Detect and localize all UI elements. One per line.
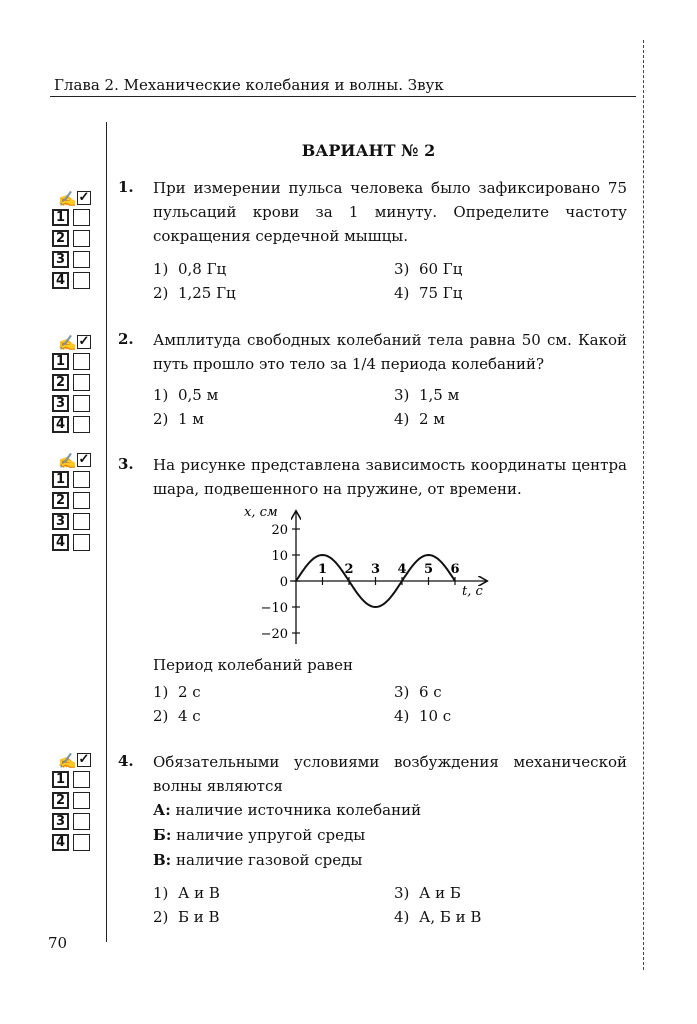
y-tick-label: 0: [279, 575, 288, 590]
answer-number-box: 1: [52, 771, 69, 788]
answer-option: 1) 2 с: [153, 683, 201, 701]
page-number: 70: [48, 934, 68, 952]
answer-option: 4) 2 м: [394, 410, 445, 428]
answer-checkbox[interactable]: [73, 813, 90, 830]
question-text: На рисунке представлена зависимость координаты центра шара, подвешенного на пружине, от времени.: [153, 456, 627, 498]
answer-number-box: 2: [52, 492, 69, 509]
answer-checkbox[interactable]: [73, 471, 90, 488]
answer-number-box: 3: [52, 251, 69, 268]
answer-number-box: 2: [52, 374, 69, 391]
coordinate-time-graph: [230, 500, 500, 650]
condition-item: А: наличие источника колебаний: [153, 801, 422, 819]
answer-checkbox[interactable]: [73, 209, 90, 226]
y-tick-label: 10: [271, 549, 288, 564]
answer-number-box: 1: [52, 471, 69, 488]
checkbox-icon: ✓: [78, 190, 90, 205]
answer-checkbox[interactable]: [73, 272, 90, 289]
answer-number-box: 2: [52, 230, 69, 247]
answer-number-box: 3: [52, 513, 69, 530]
answer-number-box: 4: [52, 534, 69, 551]
variant-title: ВАРИАНТ № 2: [301, 141, 436, 160]
y-tick-label: −20: [260, 627, 288, 642]
answer-number-box: 3: [52, 395, 69, 412]
question-number: 1.: [118, 178, 134, 196]
answer-checkbox[interactable]: [73, 513, 90, 530]
answer-checkbox[interactable]: [73, 416, 90, 433]
cut-line: [643, 40, 644, 970]
question-text: Обязательными условиями возбуждения механической волны являются: [153, 753, 627, 795]
answer-checkbox[interactable]: [73, 792, 90, 809]
answer-checkbox[interactable]: [73, 230, 90, 247]
answer-boxes-q2: [52, 334, 98, 436]
question-number: 4.: [118, 752, 134, 770]
question-text: При измерении пульса человека было зафиксировано 75 пульсаций крови за 1 минуту. Определите частоту сокращения сердечной мышцы.: [153, 179, 627, 245]
question-subprompt: Период колебаний равен: [153, 656, 354, 674]
answer-number-box: 4: [52, 834, 69, 851]
condition-item: В: наличие газовой среды: [153, 851, 363, 869]
y-axis-label: x, см: [244, 505, 278, 520]
x-tick-label: 6: [450, 562, 460, 577]
answer-option: 3) 60 Гц: [394, 260, 463, 278]
pencil-icon: ✍: [58, 752, 77, 770]
checkbox-icon: ✓: [78, 334, 90, 349]
header-rule: [50, 96, 636, 97]
pencil-icon: ✍: [58, 452, 77, 470]
pencil-icon: ✍: [58, 190, 77, 208]
y-tick-label: 20: [271, 523, 288, 538]
x-tick-label: 3: [370, 562, 381, 577]
answer-option: 2) Б и В: [153, 908, 220, 926]
answer-boxes-q4: [52, 752, 98, 854]
checkbox-icon: ✓: [78, 452, 90, 467]
x-tick-label: 1: [317, 562, 328, 577]
condition-item: Б: наличие упругой среды: [153, 826, 366, 844]
answer-number-box: 1: [52, 353, 69, 370]
answer-option: 2) 4 с: [153, 707, 201, 725]
answer-number-box: 4: [52, 416, 69, 433]
answer-checkbox[interactable]: [73, 251, 90, 268]
x-tick-label: 5: [423, 562, 434, 577]
answer-option: 3) 6 с: [394, 683, 442, 701]
question-number: 2.: [118, 330, 134, 348]
answer-checkbox[interactable]: [73, 534, 90, 551]
answer-number-box: 1: [52, 209, 69, 226]
answer-option: 4) 10 с: [394, 707, 452, 725]
answer-checkbox[interactable]: [73, 492, 90, 509]
answer-checkbox[interactable]: [73, 834, 90, 851]
answer-checkbox[interactable]: [73, 374, 90, 391]
answer-option: 4) 75 Гц: [394, 284, 463, 302]
question-text: Амплитуда свободных колебаний тела равна 50 см. Какой путь прошло это тело за 1/4 периода колебаний?: [153, 331, 627, 373]
x-axis-label: t, с: [462, 584, 483, 599]
answer-option: 2) 1 м: [153, 410, 204, 428]
answer-number-box: 4: [52, 272, 69, 289]
pencil-icon: ✍: [58, 334, 77, 352]
margin-rule: [106, 122, 107, 942]
answer-checkbox[interactable]: [73, 771, 90, 788]
answer-boxes-q3: [52, 452, 98, 554]
answer-option: 2) 1,25 Гц: [153, 284, 236, 302]
checkbox-icon: ✓: [78, 752, 90, 767]
answer-checkbox[interactable]: [73, 353, 90, 370]
answer-option: 1) 0,8 Гц: [153, 260, 227, 278]
answer-option: 3) А и Б: [394, 884, 461, 902]
question-number: 3.: [118, 455, 134, 473]
answer-number-box: 3: [52, 813, 69, 830]
answer-number-box: 2: [52, 792, 69, 809]
answer-option: 3) 1,5 м: [394, 386, 460, 404]
chapter-title: Глава 2. Механические колебания и волны. Звук: [54, 76, 444, 94]
answer-option: 4) А, Б и В: [394, 908, 482, 926]
answer-checkbox[interactable]: [73, 395, 90, 412]
answer-option: 1) 0,5 м: [153, 386, 219, 404]
y-tick-label: −10: [260, 601, 288, 616]
answer-boxes-q1: [52, 190, 98, 292]
answer-option: 1) А и В: [153, 884, 220, 902]
x-tick-label: 4: [397, 562, 407, 577]
x-tick-label: 2: [344, 562, 354, 577]
